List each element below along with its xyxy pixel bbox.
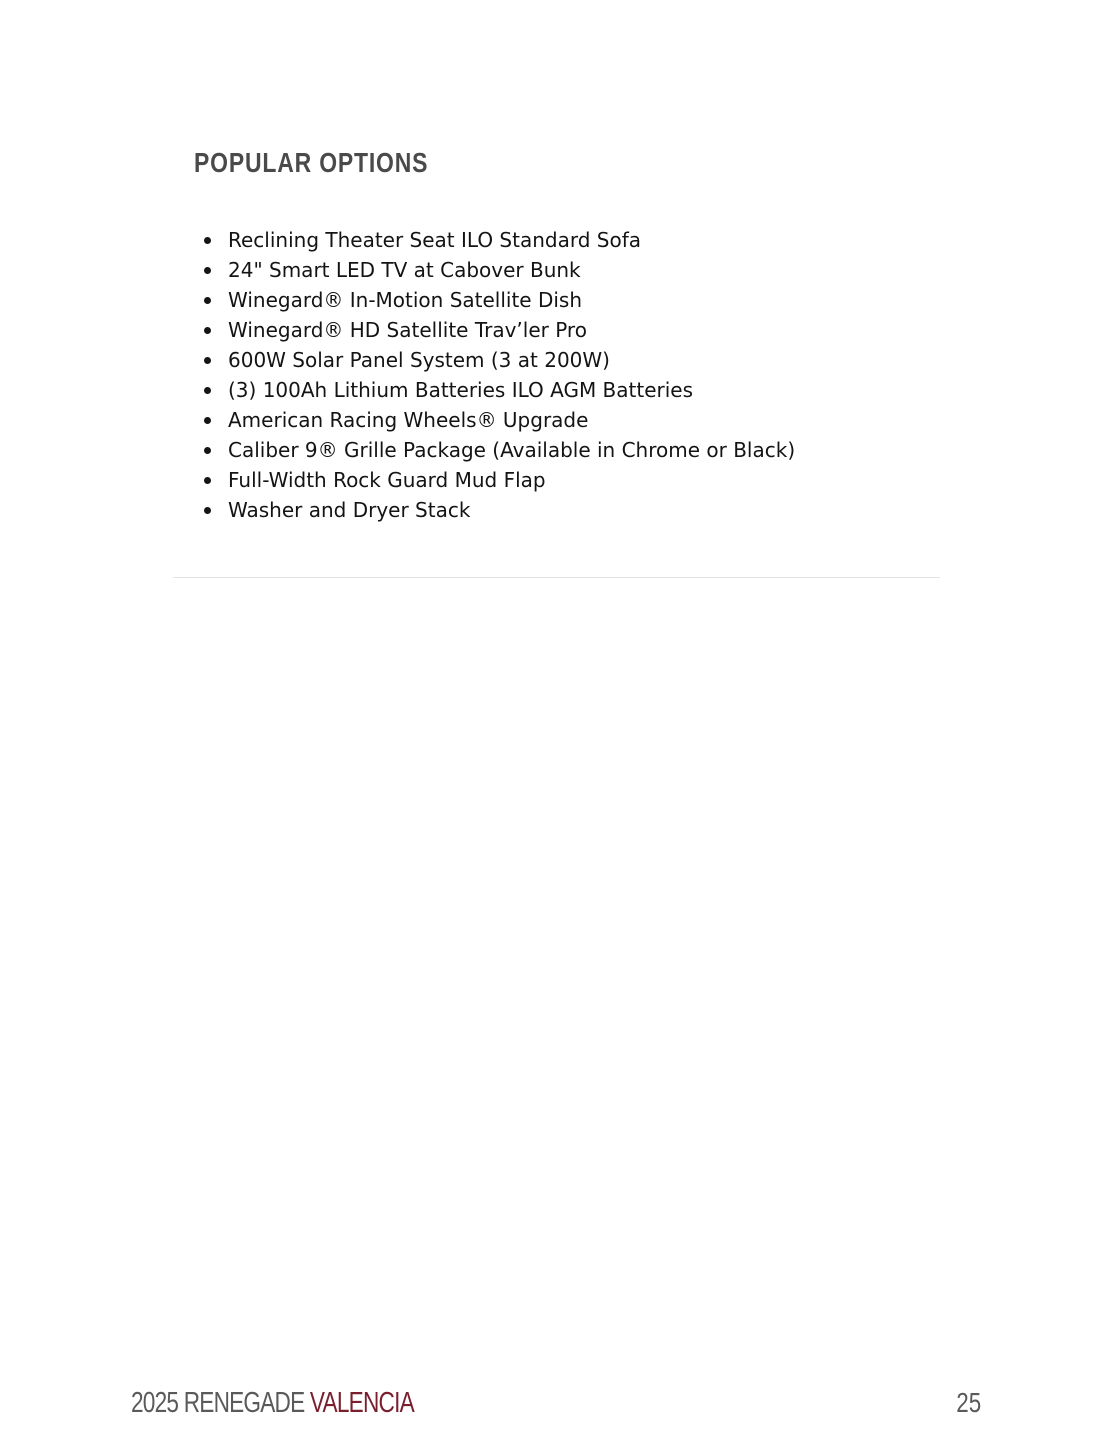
bullet-icon bbox=[204, 267, 211, 274]
list-item bbox=[200, 345, 795, 375]
list-item bbox=[200, 405, 795, 435]
section-heading: POPULAR OPTIONS bbox=[194, 147, 429, 178]
popular-options-list bbox=[200, 225, 795, 525]
option-label: Full-Width Rock Guard Mud Flap bbox=[228, 468, 546, 492]
option-label: American Racing Wheels® Upgrade bbox=[228, 408, 589, 432]
option-label: Washer and Dryer Stack bbox=[228, 498, 471, 522]
list-item bbox=[200, 435, 795, 465]
list-item bbox=[200, 255, 795, 285]
bullet-icon bbox=[204, 447, 211, 454]
list-item bbox=[200, 495, 795, 525]
bullet-icon bbox=[204, 237, 211, 244]
option-label: Winegard® HD Satellite Trav’ler Pro bbox=[228, 318, 587, 342]
section-divider bbox=[173, 577, 940, 578]
footer-brand bbox=[131, 1386, 414, 1420]
list-item bbox=[200, 465, 795, 495]
option-label: Winegard® In-Motion Satellite Dish bbox=[228, 288, 583, 312]
bullet-icon bbox=[204, 477, 211, 484]
page-number: 25 bbox=[956, 1387, 981, 1418]
list-item bbox=[200, 315, 795, 345]
brand-model: VALENCIA bbox=[309, 1387, 414, 1419]
option-label: 24" Smart LED TV at Cabover Bunk bbox=[228, 258, 581, 282]
bullet-icon bbox=[204, 357, 211, 364]
bullet-icon bbox=[204, 387, 211, 394]
bullet-icon bbox=[204, 417, 211, 424]
bullet-icon bbox=[204, 327, 211, 334]
option-label: Caliber 9® Grille Package (Available in Chrome or Black) bbox=[228, 438, 796, 462]
option-label: Reclining Theater Seat ILO Standard Sofa bbox=[228, 228, 642, 252]
list-item bbox=[200, 375, 795, 405]
bullet-icon bbox=[204, 507, 211, 514]
list-item bbox=[200, 225, 795, 255]
bullet-icon bbox=[204, 297, 211, 304]
option-label: (3) 100Ah Lithium Batteries ILO AGM Batteries bbox=[228, 378, 694, 402]
list-item bbox=[200, 285, 795, 315]
brand-prefix: 2025 RENEGADE bbox=[131, 1387, 310, 1419]
option-label: 600W Solar Panel System (3 at 200W) bbox=[228, 348, 610, 372]
